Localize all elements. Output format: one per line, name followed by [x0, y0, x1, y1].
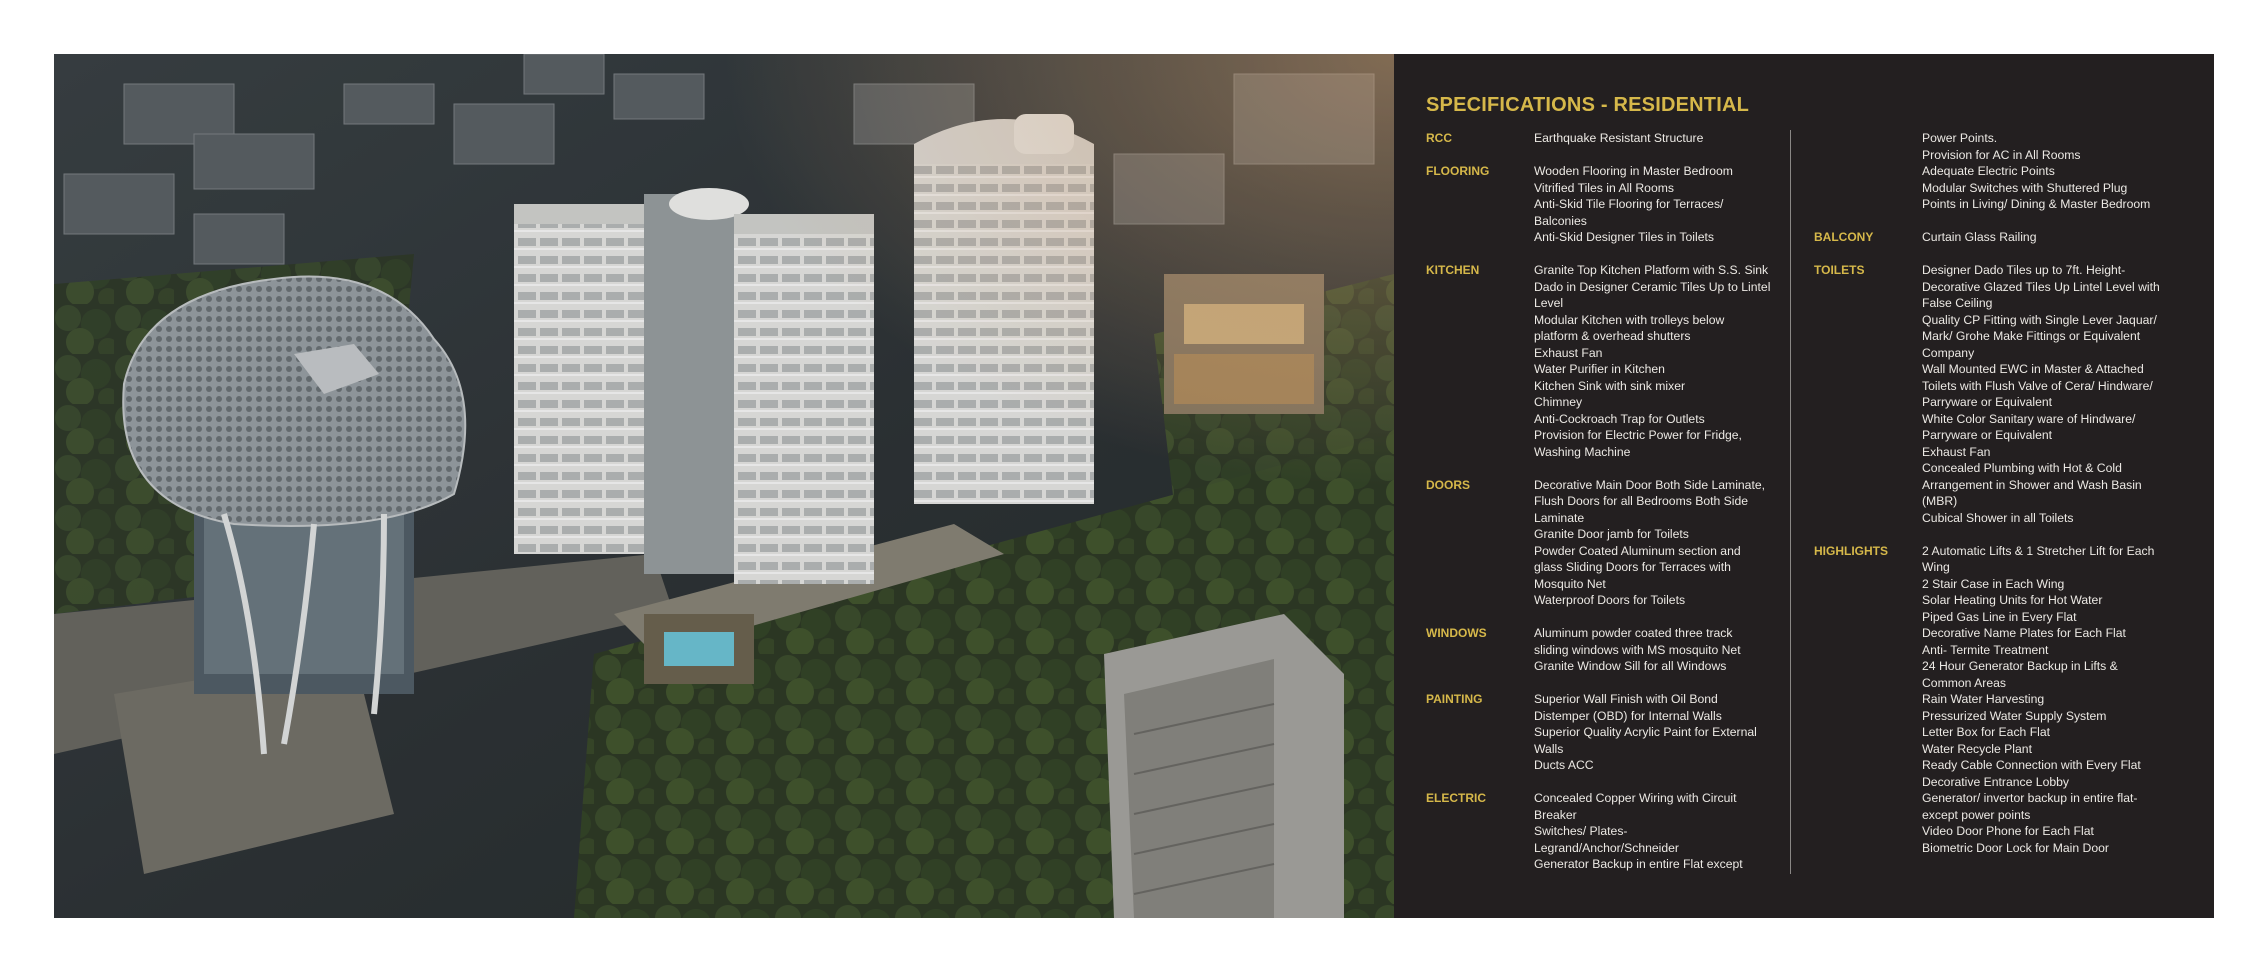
spec-section-label: HIGHLIGHTS	[1814, 543, 1888, 558]
spec-item: Wing	[1922, 560, 1950, 574]
spec-item: Dado in Designer Ceramic Tiles Up to Lintel	[1534, 279, 1771, 294]
spec-item-list	[1922, 543, 2184, 857]
spec-section	[1426, 130, 1806, 147]
spec-item: Breaker	[1534, 807, 1577, 822]
spec-item: Balconies	[1534, 213, 1587, 228]
spec-item: 24 Hour Generator Backup in Lifts &	[1922, 659, 2118, 673]
spec-item-list	[1534, 130, 1796, 147]
spec-item: Decorative Entrance Lobby	[1922, 774, 2070, 789]
spec-item-list	[1534, 262, 1796, 460]
spec-item: False Ceiling	[1922, 296, 1993, 310]
spec-item: Concealed Copper Wiring with Circuit	[1534, 791, 1737, 805]
spec-item: Letter Box for Each Flat	[1922, 725, 2051, 739]
spec-section-label: TOILETS	[1814, 263, 1865, 277]
spec-item: Anti-Skid Designer Tiles in Toilets	[1534, 230, 1714, 244]
spec-item-list	[1534, 691, 1796, 774]
spec-item: Parryware or Equivalent	[1922, 395, 2053, 409]
spec-item: Mark/ Grohe Make Fittings or Equivalent	[1922, 329, 2141, 343]
spec-item: Flush Doors for all Bedrooms Both Side	[1534, 494, 1749, 508]
spec-section	[1426, 163, 1806, 246]
spec-section-label: PAINTING	[1426, 692, 1483, 706]
spec-item: Company	[1922, 345, 1975, 360]
spec-item: except power points	[1922, 807, 2031, 822]
spec-item: sliding windows with MS mosquito Net	[1534, 642, 1741, 657]
spec-item: Biometric Door Lock for Main Door	[1922, 840, 2109, 855]
spec-item: Arrangement in Shower and Wash Basin	[1922, 477, 2142, 492]
spec-item: Superior Quality Acrylic Paint for External	[1534, 725, 1757, 739]
spec-item: Anti-Skid Tile Flooring for Terraces/	[1534, 197, 1724, 211]
spec-item: Adequate Electric Points	[1922, 164, 2055, 178]
spec-section	[1426, 691, 1806, 774]
spec-section-label: KITCHEN	[1426, 263, 1480, 277]
spec-item: (MBR)	[1922, 494, 1958, 508]
spec-item: Granite Window Sill for all Windows	[1534, 659, 1727, 673]
spec-section-label	[1814, 130, 1922, 213]
spec-section	[1814, 262, 2194, 526]
spec-item: Chimney	[1534, 395, 1583, 409]
spec-item: Rain Water Harvesting	[1922, 692, 2045, 706]
spec-section	[1814, 130, 2194, 213]
spec-item: Kitchen Sink with sink mixer	[1534, 378, 1686, 393]
spec-section-label: WINDOWS	[1426, 626, 1487, 640]
spec-item: Aluminum powder coated three track	[1534, 626, 1733, 640]
spec-item: Generator/ invertor backup in entire flat-	[1922, 791, 2138, 805]
spec-item: Exhaust Fan	[1922, 444, 1991, 459]
spec-item: Ready Cable Connection with Every Flat	[1922, 758, 2141, 772]
spec-item: Superior Wall Finish with Oil Bond	[1534, 692, 1718, 706]
spec-item: Cubical Shower in all Toilets	[1922, 510, 2074, 525]
spec-item: Decorative Name Plates for Each Flat	[1922, 626, 2126, 640]
spec-item: Generator Backup in entire Flat except	[1534, 857, 1743, 871]
spec-item: Anti- Termite Treatment	[1922, 642, 2049, 657]
spec-item: Quality CP Fitting with Single Lever Jaquar/	[1922, 312, 2157, 327]
spec-item: Granite Door jamb for Toilets	[1534, 527, 1689, 541]
spec-item: Walls	[1534, 741, 1564, 756]
spec-item: Ducts ACC	[1534, 758, 1594, 772]
spec-item: Decorative Glazed Tiles Up Lintel Level with	[1922, 279, 2160, 294]
spec-item: Water Recycle Plant	[1922, 741, 2032, 756]
spec-item: Toilets with Flush Valve of Cera/ Hindware/	[1922, 378, 2153, 393]
spec-section-label: ELECTRIC	[1426, 791, 1486, 805]
spec-item: Wall Mounted EWC in Master & Attached	[1922, 362, 2144, 376]
spec-item: 2 Automatic Lifts & 1 Stretcher Lift for Each	[1922, 543, 2155, 558]
spec-item: Water Purifier in Kitchen	[1534, 362, 1665, 376]
specs-right-column	[1814, 130, 2194, 873]
spec-section-label: BALCONY	[1814, 230, 1874, 244]
spec-item: Video Door Phone for Each Flat	[1922, 824, 2094, 838]
spec-item: Exhaust Fan	[1534, 345, 1603, 360]
spec-section-label: DOORS	[1426, 477, 1471, 492]
spec-item: Pressurized Water Supply System	[1922, 708, 2107, 723]
spec-item: Washing Machine	[1534, 444, 1631, 459]
specifications-panel	[1394, 54, 2214, 918]
spec-item: 2 Stair Case in Each Wing	[1922, 576, 2065, 591]
column-divider	[1790, 130, 1791, 874]
specs-left-column	[1426, 130, 1806, 889]
spec-item-list	[1534, 163, 1796, 246]
spec-section	[1426, 262, 1806, 460]
spec-item: Distemper (OBD) for Internal Walls	[1534, 708, 1722, 723]
spec-item: glass Sliding Doors for Terraces with	[1534, 560, 1731, 574]
specifications-title: SPECIFICATIONS - RESIDENTIAL	[1426, 94, 1750, 116]
spec-item: Power Points.	[1922, 131, 1998, 145]
spec-item-list	[1922, 229, 2184, 246]
spec-item: Solar Heating Units for Hot Water	[1922, 593, 2103, 607]
spec-item: Legrand/Anchor/Schneider	[1534, 840, 1679, 855]
spec-item: Designer Dado Tiles up to 7ft. Height-	[1922, 263, 2126, 277]
spec-item-list	[1922, 262, 2184, 526]
spec-item: platform & overhead shutters	[1534, 329, 1691, 343]
spec-item: Mosquito Net	[1534, 576, 1606, 591]
spec-item: Provision for Electric Power for Fridge,	[1534, 428, 1742, 442]
spec-item: Points in Living/ Dining & Master Bedroom	[1922, 197, 2151, 211]
spec-item: Powder Coated Aluminum section and	[1534, 543, 1741, 558]
spec-item-list	[1922, 130, 2184, 213]
spec-section	[1426, 625, 1806, 675]
spec-item: Modular Kitchen with trolleys below	[1534, 312, 1725, 327]
spec-item: White Color Sanitary ware of Hindware/	[1922, 411, 2136, 426]
spec-item: Concealed Plumbing with Hot & Cold	[1922, 461, 2122, 475]
spec-item: Laminate	[1534, 510, 1585, 525]
spec-item: Granite Top Kitchen Platform with S.S. Sink	[1534, 263, 1769, 277]
spec-item: Switches/ Plates-	[1534, 824, 1628, 838]
spec-section	[1426, 790, 1806, 873]
spec-item: Wooden Flooring in Master Bedroom	[1534, 164, 1733, 178]
spec-section-label: RCC	[1426, 131, 1452, 145]
spec-item-list	[1534, 790, 1796, 873]
spec-item: Level	[1534, 296, 1564, 310]
spec-item: Provision for AC in All Rooms	[1922, 147, 2081, 162]
spec-section	[1814, 229, 2194, 246]
spec-item: Common Areas	[1922, 675, 2006, 690]
spec-section	[1426, 477, 1806, 609]
spec-section-label: FLOORING	[1426, 164, 1490, 178]
spec-item: Piped Gas Line in Every Flat	[1922, 609, 2077, 624]
spec-item: Vitrified Tiles in All Rooms	[1534, 180, 1674, 195]
spec-item: Earthquake Resistant Structure	[1534, 131, 1704, 145]
spec-item: Parryware or Equivalent	[1922, 428, 2053, 442]
spec-item-list	[1534, 477, 1796, 609]
aerial-rendering-image	[54, 54, 1394, 918]
spec-item: Anti-Cockroach Trap for Outlets	[1534, 411, 1705, 426]
spec-item: Modular Switches with Shuttered Plug	[1922, 180, 2128, 195]
spec-item: Waterproof Doors for Toilets	[1534, 593, 1686, 607]
spec-item: Curtain Glass Railing	[1922, 230, 2037, 244]
spec-section	[1814, 543, 2194, 857]
spec-item-list	[1534, 625, 1796, 675]
brochure-spread	[54, 54, 2214, 918]
spec-item: Decorative Main Door Both Side Laminate,	[1534, 477, 1766, 492]
